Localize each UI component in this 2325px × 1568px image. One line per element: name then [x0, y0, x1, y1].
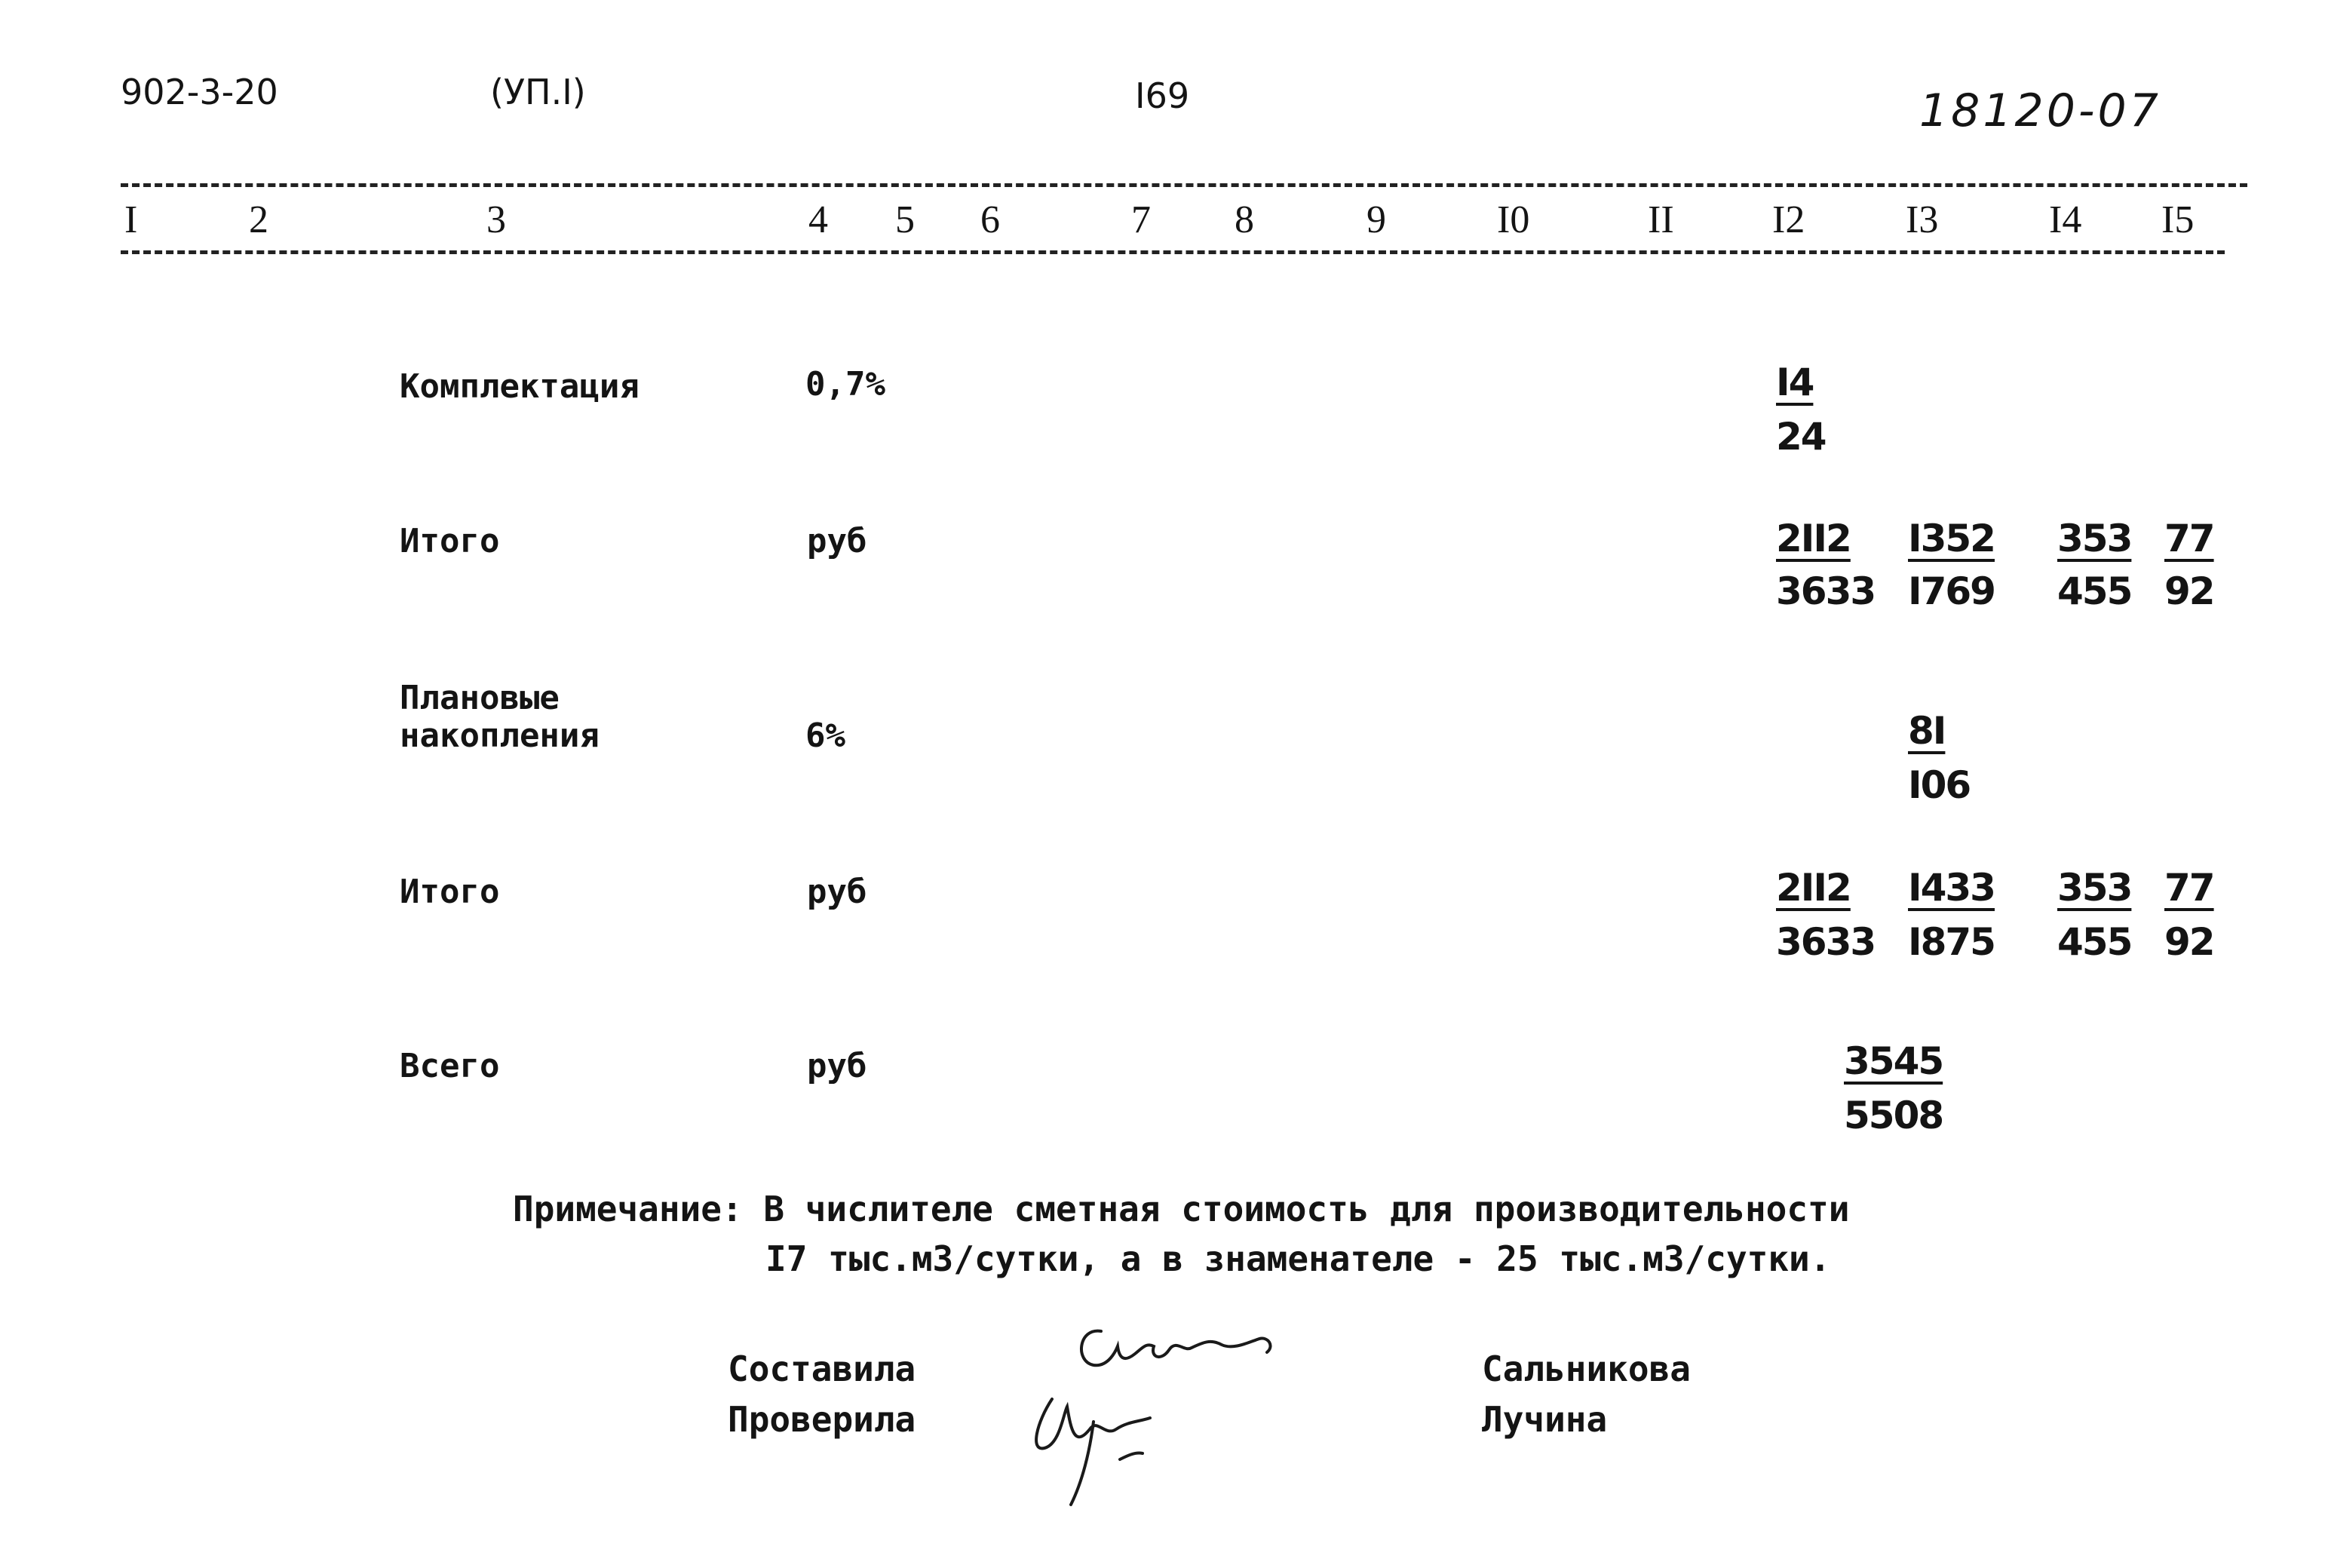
column-header: 2 [249, 198, 268, 241]
column-header: 5 [895, 198, 915, 241]
col13-numerator: I352 [1908, 517, 1995, 560]
note-line1: Примечание: В числителе сметная стоимость для производительности [513, 1189, 1850, 1229]
column-header: 7 [1131, 198, 1151, 241]
column-header: I0 [1497, 198, 1530, 241]
column-header: I2 [1772, 198, 1805, 241]
col12-denominator: 3633 [1776, 569, 1876, 613]
column-header: 8 [1235, 198, 1254, 241]
checked-label: Проверила [728, 1399, 916, 1440]
column-header: I3 [1906, 198, 1939, 241]
column-header: 9 [1366, 198, 1386, 241]
page-number: I69 [1135, 75, 1190, 116]
column-header: 3 [486, 198, 506, 241]
album-number: (УП.I) [490, 72, 586, 112]
row-name: Комплектация [400, 367, 640, 406]
total-numerator: 3545 [1844, 1039, 1943, 1083]
header-rule-top [121, 183, 2247, 187]
row-unit: руб [807, 1047, 867, 1085]
composed-name: Сальникова [1482, 1349, 1691, 1389]
column-header: I [124, 198, 138, 241]
col14-denominator: 455 [2057, 569, 2132, 613]
col12-denominator: 24 [1776, 415, 1826, 459]
signature-checked [1007, 1376, 1188, 1512]
column-header: I4 [2049, 198, 2082, 241]
signature-composed [1071, 1316, 1312, 1384]
column-header: 4 [808, 198, 828, 241]
document-number: 18120-07 [1919, 84, 2161, 137]
total-denominator: 5508 [1844, 1094, 1943, 1137]
col15-denominator: 92 [2164, 920, 2214, 964]
col12-denominator: 3633 [1776, 920, 1876, 964]
project-code: 902-3-20 [121, 72, 278, 112]
col13-denominator: I06 [1908, 763, 1971, 807]
col12-numerator: I4 [1776, 361, 1814, 404]
checked-name: Лучина [1482, 1399, 1608, 1440]
row-unit: руб [807, 522, 867, 560]
col14-denominator: 455 [2057, 920, 2132, 964]
col15-numerator: 77 [2164, 866, 2214, 910]
col15-denominator: 92 [2164, 569, 2214, 613]
column-header: 6 [980, 198, 1000, 241]
col13-numerator: I433 [1908, 866, 1995, 910]
row-name: Итого [400, 873, 500, 911]
column-header: II [1648, 198, 1674, 241]
row-name-line2: накопления [400, 716, 600, 755]
col12-numerator: 2II2 [1776, 517, 1851, 560]
header-rule-bottom [121, 250, 2225, 254]
col13-numerator: 8I [1908, 709, 1946, 753]
column-header: I5 [2161, 198, 2195, 241]
col15-numerator: 77 [2164, 517, 2214, 560]
row-unit: 6% [805, 716, 845, 755]
composed-label: Составила [728, 1349, 916, 1389]
col13-denominator: I875 [1908, 920, 1995, 964]
row-name: Итого [400, 522, 500, 560]
note-line2: I7 тыс.м3/сутки, а в знаменателе - 25 тыс.м3/сутки. [765, 1238, 1831, 1279]
col13-denominator: I769 [1908, 569, 1995, 613]
row-name-line1: Плановые [400, 679, 560, 717]
col14-numerator: 353 [2057, 866, 2132, 910]
col14-numerator: 353 [2057, 517, 2132, 560]
row-unit: 0,7% [805, 365, 885, 404]
row-name: Всего [400, 1047, 500, 1085]
col12-numerator: 2II2 [1776, 866, 1851, 910]
row-unit: руб [807, 873, 867, 911]
